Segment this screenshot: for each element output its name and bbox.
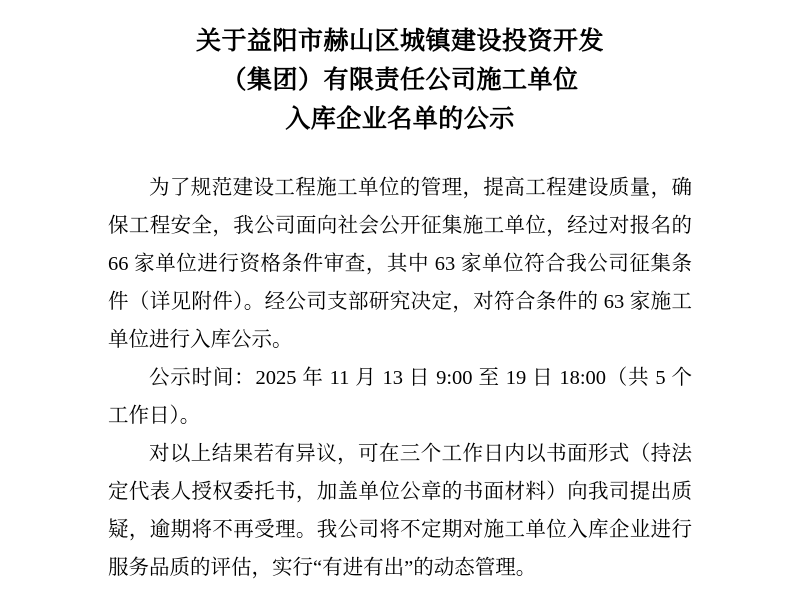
page-title-line-2: （集团）有限责任公司施工单位 xyxy=(221,67,579,94)
paragraph-2: 公示时间：2025 年 11 月 13 日 9:00 至 19 日 18:00（共 5 个工作日）。 xyxy=(108,367,692,427)
paragraph-3: 对以上结果若有异议，可在三个工作日内以书面形式（持法定代表人授权委托书，加盖单位公章的书面材料）向我司提出质疑，逾期将不再受理。我公司将不定期对施工单位入库企业进行服务品质的评估，实行“有进有出”的动态管理。 xyxy=(108,443,692,579)
page-title-line-1: 关于益阳市赫山区城镇建设投资开发 xyxy=(195,28,604,55)
paragraph-1: 为了规范建设工程施工单位的管理，提高工程建设质量，确保工程安全，我公司面向社会公开征集施工单位，经过对报名的 66 家单位进行资格条件审查，其中 63 家单位符合我公司征集条件（详见附件）。经公司支部研究决定，对符合条件的 63 家施工单位进行入库公示。 xyxy=(108,177,692,351)
document-body xyxy=(108,169,692,587)
page-title-line-3: 入库企业名单的公示 xyxy=(285,106,515,133)
page-title xyxy=(108,14,692,139)
